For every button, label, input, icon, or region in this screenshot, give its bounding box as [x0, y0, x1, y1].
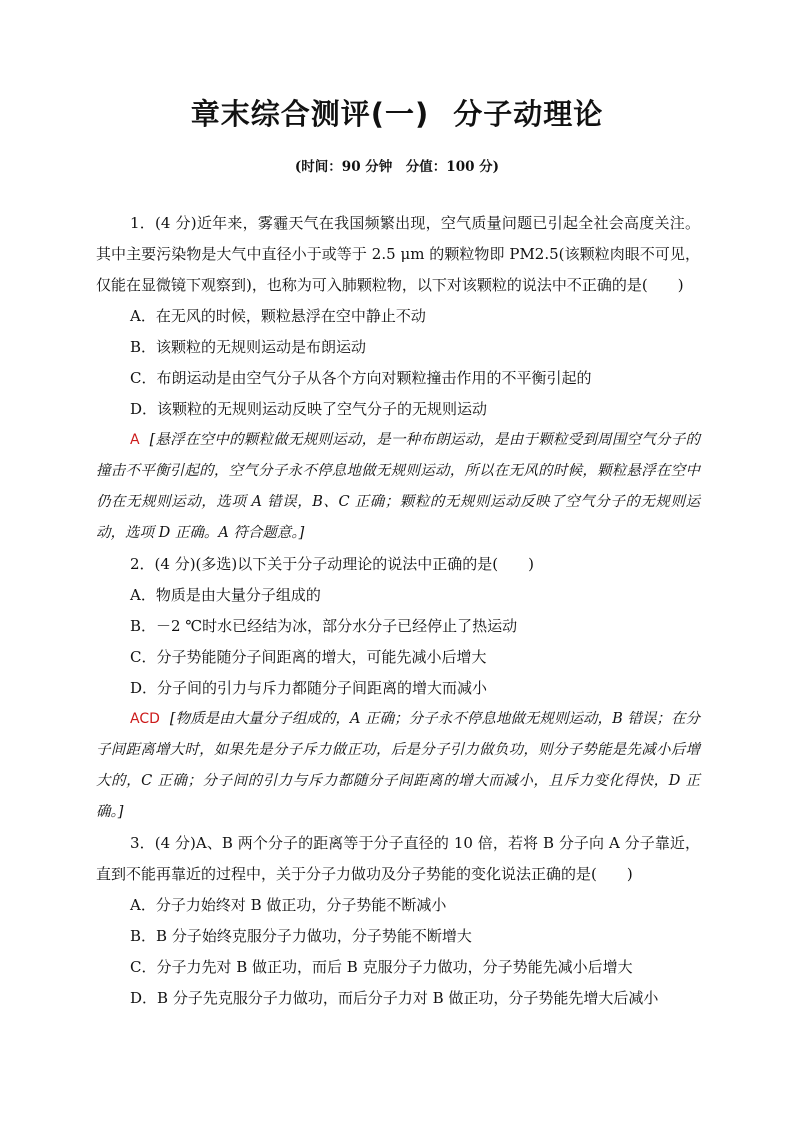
title-sub: 分子动理论: [453, 97, 604, 131]
question-1-explanation: [悬浮在空中的颗粒做无规则运动，是一种布朗运动，是由于颗粒受到周围空气分子的撞击不平衡引起的，空气分子永不停息地做无规则运动，所以在无风的时候，颗粒悬浮在空中仍在无规则运动，选项 A 错误，B、C 正确；颗粒的无规则运动反映了空气分子的无规则运动，选项 D 正确。A 符合题意。]: [96, 432, 700, 541]
question-1-option-b: B．该颗粒的无规则运动是布朗运动: [130, 338, 367, 356]
question-1-answer: [96, 425, 700, 549]
question-2-option-d: D．分子间的引力与斥力都随分子间距离的增大而减小: [130, 679, 488, 697]
question-2-explanation: [物质是由大量分子组成的，A 正确；分子永不停息地做无规则运动，B 错误；在分子间距离增大时，如果先是分子斥力做正功，后是分子引力做负功，则分子势能是先减小后增大的，C 正确；分子间的引力与斥力都随分子间距离的增大而减小，且斥力变化得快，D 正确。]: [96, 711, 700, 820]
question-3-option-a: A．分子力始终对 B 做正功，分子势能不断减小: [130, 896, 447, 914]
question-3-stem: 3．(4 分)A、B 两个分子的距离等于分子直径的 10 倍，若将 B 分子向 A 分子靠近，直到不能再靠近的过程中，关于分子力做功及分子势能的变化说法正确的是( ): [96, 834, 700, 883]
page-title: [0, 92, 794, 133]
question-1-option-a: A．在无风的时候，颗粒悬浮在空中静止不动: [130, 307, 426, 325]
question-2-answer: [96, 704, 700, 828]
question-3-option-b: B．B 分子始终克服分子力做功，分子势能不断增大: [130, 927, 472, 945]
title-main: 章末综合测评(一): [190, 97, 430, 131]
question-list: [96, 208, 700, 1014]
exam-meta: (时间：90 分钟 分值：100 分): [294, 159, 500, 175]
question-1-option-c: C．布朗运动是由空气分子从各个方向对颗粒撞击作用的不平衡引起的: [130, 369, 592, 387]
question-2-stem: 2．(4 分)(多选)以下关于分子动理论的说法中正确的是( ): [130, 555, 534, 573]
question-1-option-d: D．该颗粒的无规则运动反映了空气分子的无规则运动: [130, 400, 488, 418]
question-2-option-b: B．－2 ℃时水已经结为冰，部分水分子已经停止了热运动: [130, 617, 518, 635]
question-3-option-c: C．分子力先对 B 做正功，而后 B 克服分子力做功，分子势能先减小后增大: [130, 958, 633, 976]
question-3-option-d: D．B 分子先克服分子力做功，而后分子力对 B 做正功，分子势能先增大后减小: [130, 989, 659, 1007]
question-1-stem: 1．(4 分)近年来，雾霾天气在我国频繁出现，空气质量问题已引起全社会高度关注。其中主要污染物是大气中直径小于或等于 2.5 μm 的颗粒物即 PM2.5(该颗粒肉眼不可见，仅能在显微镜下观察到)，也称为可入肺颗粒物，以下对该颗粒的说法中不正确的是( ): [96, 214, 700, 294]
question-1-answer-key: A: [130, 432, 140, 448]
question-2-option-a: A．物质是由大量分子组成的: [130, 586, 321, 604]
question-2-answer-key: ACD: [130, 711, 160, 727]
question-2-option-c: C．分子势能随分子间距离的增大，可能先减小后增大: [130, 648, 487, 666]
